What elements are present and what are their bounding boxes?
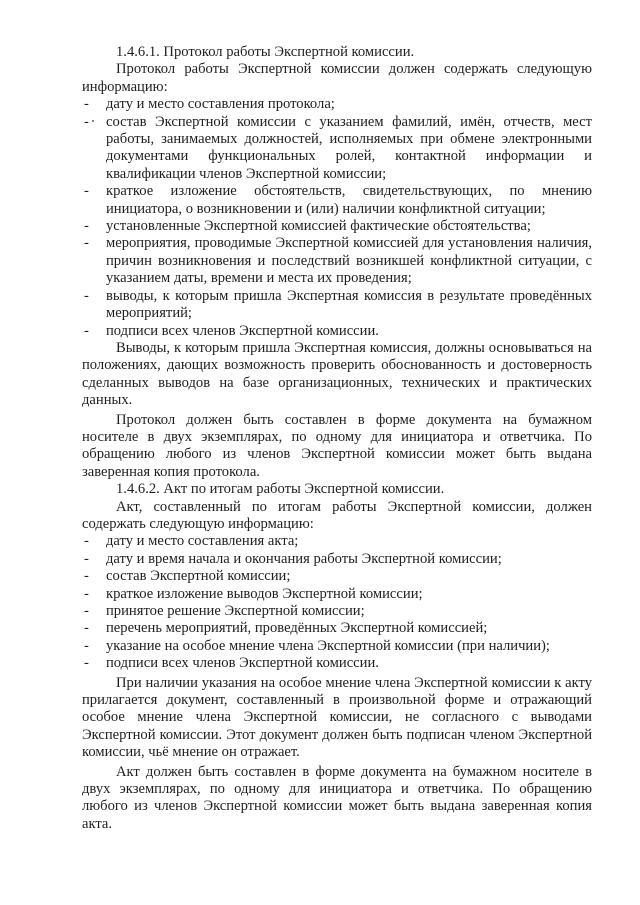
protocol-requirements-list — [82, 96, 592, 340]
list-item: - выводы, к которым пришла Экспертная комиссия в результате проведённых мероприятий; — [84, 287, 592, 322]
act-requirements-list — [82, 533, 592, 672]
list-dash: - — [84, 655, 89, 672]
list-item: - подписи всех членов Экспертной комиссии. — [84, 322, 379, 339]
list-item: - принятое решение Экспертной комиссии; — [84, 603, 365, 619]
list-dash: - — [84, 113, 89, 130]
list-dash: - — [84, 183, 89, 200]
section-intro: Протокол работы Экспертной комиссии должен содержать следующую информацию: — [82, 61, 592, 95]
list-dash: - — [84, 620, 89, 637]
list-item: - подписи всех членов Экспертной комиссии. — [84, 655, 379, 672]
list-item: - состав Экспертной комиссии с указанием фамилий, имён, отчеств, мест работы, занимаемых должностей, исполняемых при обмене электронными документами функциональных ролей, контактной информации и квалификации членов Экспертной комиссии; — [84, 113, 592, 182]
list-dash: - — [84, 550, 89, 567]
list-item: - дату и время начала и окончания работы Экспертной комиссии; — [84, 550, 502, 567]
section-heading: 1.4.6.2. Акт по итогам работы Экспертной комиссии. — [116, 481, 445, 498]
list-item: - краткое изложение обстоятельств, свидетельствующих, по мнению инициатора, о возникновении и (или) наличии конфликтной ситуации; — [84, 183, 592, 217]
list-dash: - — [84, 287, 89, 304]
list-item: - установленные Экспертной комиссией фактические обстоятельства; — [84, 218, 531, 235]
list-item: - состав Экспертной комиссии; — [84, 568, 291, 585]
body-paragraph: Выводы, к которым пришла Экспертная комиссия, должны основываться на положениях, дающих возможность проверить обоснованность и достоверность сделанных выводов на базе организационных, технических и практических данных. — [82, 339, 592, 409]
list-dash: - — [84, 235, 89, 252]
list-dash: - — [84, 637, 89, 654]
list-dash: - — [84, 322, 89, 339]
body-paragraph: Акт должен быть составлен в форме документа на бумажном носителе в двух экземплярах, по одному для инициатора и ответчика. По обращению любого из членов Экспертной комиссии может быть выдана заверенная копия акта. — [82, 763, 592, 832]
list-item: - мероприятия, проводимые Экспертной комиссией для установления наличия, причин возникновения и последствий возникшей конфликтной ситуации, с указанием даты, времени и места их проведения; — [84, 235, 592, 287]
list-dash: - — [84, 585, 89, 602]
list-item: - указание на особое мнение члена Экспертной комиссии (при наличии); — [84, 637, 550, 654]
list-dash: - — [84, 218, 89, 235]
body-paragraph: При наличии указания на особое мнение члена Экспертной комиссии к акту прилагается документ, составленный в произвольной форме и отражающий особое мнение члена Экспертной комиссии, не согласного с выводами Экспертной комиссии. Этот документ должен быть подписан членом Экспертной комиссии, чьё мнение он отражает. — [82, 674, 592, 761]
section-heading: 1.4.6.1. Протокол работы Экспертной комиссии. — [116, 44, 415, 60]
list-item: - краткое изложение выводов Экспертной комиссии; — [84, 585, 423, 602]
section-intro: Акт, составленный по итогам работы Экспертной комиссии, должен содержать следующую информацию: — [82, 498, 592, 532]
list-item: - дату и место составления акта; — [84, 533, 299, 550]
list-dash: - — [84, 96, 89, 113]
body-paragraph: Протокол должен быть составлен в форме документа на бумажном носителе в двух экземплярах, по одному для инициатора и ответчика. По обращению любого из членов Экспертной комиссии может быть выдана заверенная копия протокола. — [82, 411, 592, 480]
list-dash: - — [84, 533, 89, 550]
list-dash: - — [84, 603, 89, 619]
list-item: - дату и место составления протокола; — [84, 96, 335, 113]
list-item: - перечень мероприятий, проведённых Экспертной комиссией; — [84, 620, 488, 637]
list-dash: - — [84, 568, 89, 585]
